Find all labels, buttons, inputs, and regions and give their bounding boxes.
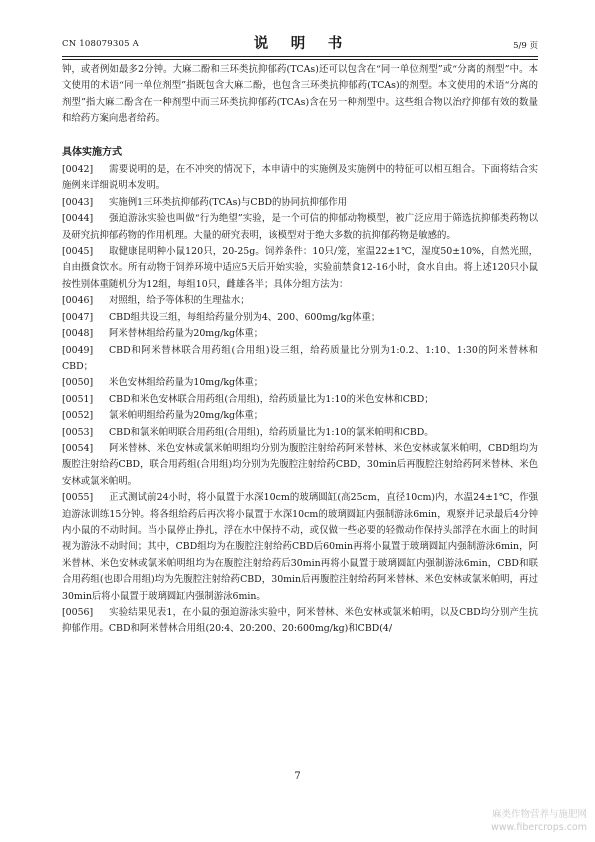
paragraph-text: 正式测试前24小时，将小鼠置于水深10cm的玻璃圆缸(高25cm，直径10cm)内，水温24±1℃，作强迫游泳训练15分钟。将各组给药后再次将小鼠置于水深10cm的玻璃圆缸内强制游泳6min，观察并记录最后4分钟内小鼠的不动时间。当小鼠停止挣扎，浮在水中保持不动，或仅做一些必要的轻微动作保持头部浮在水面上的时间视为游泳不动时间；其中，CBD组均为在腹腔注射给药CBD后60min再将小鼠置于玻璃圆缸内强制游泳6min，阿米替林、米色安林或氯米帕明组均为在腹腔注射给药后30min再将小鼠置于玻璃圆缸内强制游泳6min，CBD和联合用药组(也即合用组)均为先腹腔注射给药CBD，30min后再腹腔注射给药阿米替林、米色安林或氯米帕明，再过30min后将小鼠置于玻璃圆缸内强制游泳6min。 xyxy=(62,492,538,602)
paragraph-text: 实施例1三环类抗抑郁药(TCAs)与CBD的协同抗抑郁作用 xyxy=(109,196,347,208)
paragraph-number: [0056] xyxy=(62,607,94,618)
paragraph-text: CBD和阿米替林联合用药组(合用组)设三组，给药质量比分别为1:0.2、1:10、1:30的阿米替林和CBD； xyxy=(62,344,538,372)
paragraph-text: 阿米替林组给药量为20mg/kg体重； xyxy=(109,328,264,340)
document-title: 说 明 书 xyxy=(253,35,347,52)
watermark xyxy=(491,808,587,834)
numbered-paragraph xyxy=(62,490,538,605)
paragraph-number: [0053] xyxy=(62,426,94,438)
patent-number: CN 108079305 A xyxy=(62,39,139,49)
paragraph-number: [0045] xyxy=(62,246,94,258)
paragraph-number: [0050] xyxy=(62,377,94,389)
paragraph-number: [0052] xyxy=(62,410,94,422)
numbered-paragraph xyxy=(62,392,538,408)
paragraph-text: CBD和氯米帕明联合用药组(合用组)，给药质量比为1:10的氯米帕明和CBD。 xyxy=(109,426,434,438)
paragraph-text: 氯米帕明组给药量为20mg/kg体重； xyxy=(109,410,264,422)
page-number: 7 xyxy=(294,771,301,782)
numbered-paragraph xyxy=(62,244,538,293)
paragraph-number: [0055] xyxy=(62,492,94,504)
paragraph-text: 实验结果见表1，在小鼠的强迫游泳实验中，阿米替林、米色安林或氯米帕明，以及CBD均分别产生抗抑郁作用。CBD和阿米替林合用组(20:4、20:200、20:600mg/kg)和CBD(4/ xyxy=(62,607,538,635)
paragraph-number: [0044] xyxy=(62,213,94,225)
numbered-paragraph xyxy=(62,425,538,441)
paragraph-number: [0048] xyxy=(62,328,94,340)
paragraph-text: 需要说明的是，在不冲突的情况下，本申请中的实施例及实施例中的特征可以相互组合。下面将结合实施例来详细说明本发明。 xyxy=(62,164,538,192)
watermark-name: 麻类作物营养与施肥网 xyxy=(491,809,587,820)
paragraph-text: 阿米替林、米色安林或氯米帕明组均分别为腹腔注射给药阿米替林、米色安林或氯米帕明，CBD组均为腹腔注射给药CBD，联合用药组(合用组)均分别为先腹腔注射给药CBD，30min后再腹腔注射给药阿米替林、米色安林或氯米帕明。 xyxy=(62,442,538,487)
watermark-url: www.fibercrops.com xyxy=(490,822,587,833)
numbered-paragraph xyxy=(62,195,538,211)
paragraph-text: CBD和米色安林联合用药组(合用组)，给药质量比为1:10的米色安林和CBD； xyxy=(109,393,434,405)
paragraph-list xyxy=(62,162,538,638)
numbered-paragraph xyxy=(62,310,538,326)
paragraph-number: [0047] xyxy=(62,311,94,323)
paragraph-number: [0046] xyxy=(62,295,94,307)
page-indicator: 5/9 页 xyxy=(513,41,538,51)
page-header xyxy=(62,32,538,54)
section-heading: 具体实施方式 xyxy=(62,146,122,158)
paragraph-number: [0054] xyxy=(62,442,94,454)
paragraph-text: CBD组共设三组，每组给药量分别为4、200、600mg/kg体重； xyxy=(109,311,381,323)
header-rule-thick xyxy=(62,56,538,57)
numbered-paragraph xyxy=(62,162,538,195)
header-rule-thin xyxy=(62,59,538,60)
paragraph-number: [0051] xyxy=(62,393,94,405)
document-body xyxy=(62,62,538,638)
paragraph-number: [0042] xyxy=(62,164,94,176)
paragraph-text: 米色安林组给药量为10mg/kg体重； xyxy=(109,377,264,389)
numbered-paragraph xyxy=(62,408,538,424)
paragraph-text: 取健康昆明种小鼠120只，20-25g。饲养条件：10只/笼，室温22±1℃，湿度50±10%，自然光照，自由摄食饮水。所有动物于饲养环境中适应5天后开始实验，实验前禁食12-16小时，食水自由。将上述120只小鼠按性别体重随机分为12组，每组10只，雌雄各半；具体分组方法为： xyxy=(62,246,538,290)
paragraph-number: [0049] xyxy=(62,344,94,356)
numbered-paragraph xyxy=(62,343,538,376)
paragraph-text: 强迫游泳实验也叫做“行为绝望”实验，是一个可信的抑郁动物模型，被广泛应用于筛选抗抑郁类药物以及研究抗抑郁药物的作用机理。大量的研究表明，该模型对于绝大多数的抗抑郁药物是敏感的。 xyxy=(62,213,538,241)
numbered-paragraph xyxy=(62,326,538,342)
numbered-paragraph xyxy=(62,441,538,490)
paragraph-text: 对照组，给予等体积的生理盐水； xyxy=(109,295,250,307)
intro-paragraph: 钟，或者例如最多2分钟。大麻二酚和三环类抗抑郁药(TCAs)还可以包含在“同一单位剂型”或“分离的剂型”中。本文使用的术语“同一单位剂型”指既包含大麻二酚，也包含三环类抗抑郁药(TCAs)的剂型。本文使用的术语“分离的剂型”指大麻二酚含在一种剂型中而三环类抗抑郁药(TCAs)含在另一种剂型中。这些组合物以治疗抑郁有效的数量和给药方案向患者给药。 xyxy=(62,64,538,125)
numbered-paragraph xyxy=(62,211,538,244)
numbered-paragraph xyxy=(62,605,538,638)
numbered-paragraph xyxy=(62,293,538,309)
numbered-paragraph xyxy=(62,375,538,391)
paragraph-number: [0043] xyxy=(62,196,94,208)
